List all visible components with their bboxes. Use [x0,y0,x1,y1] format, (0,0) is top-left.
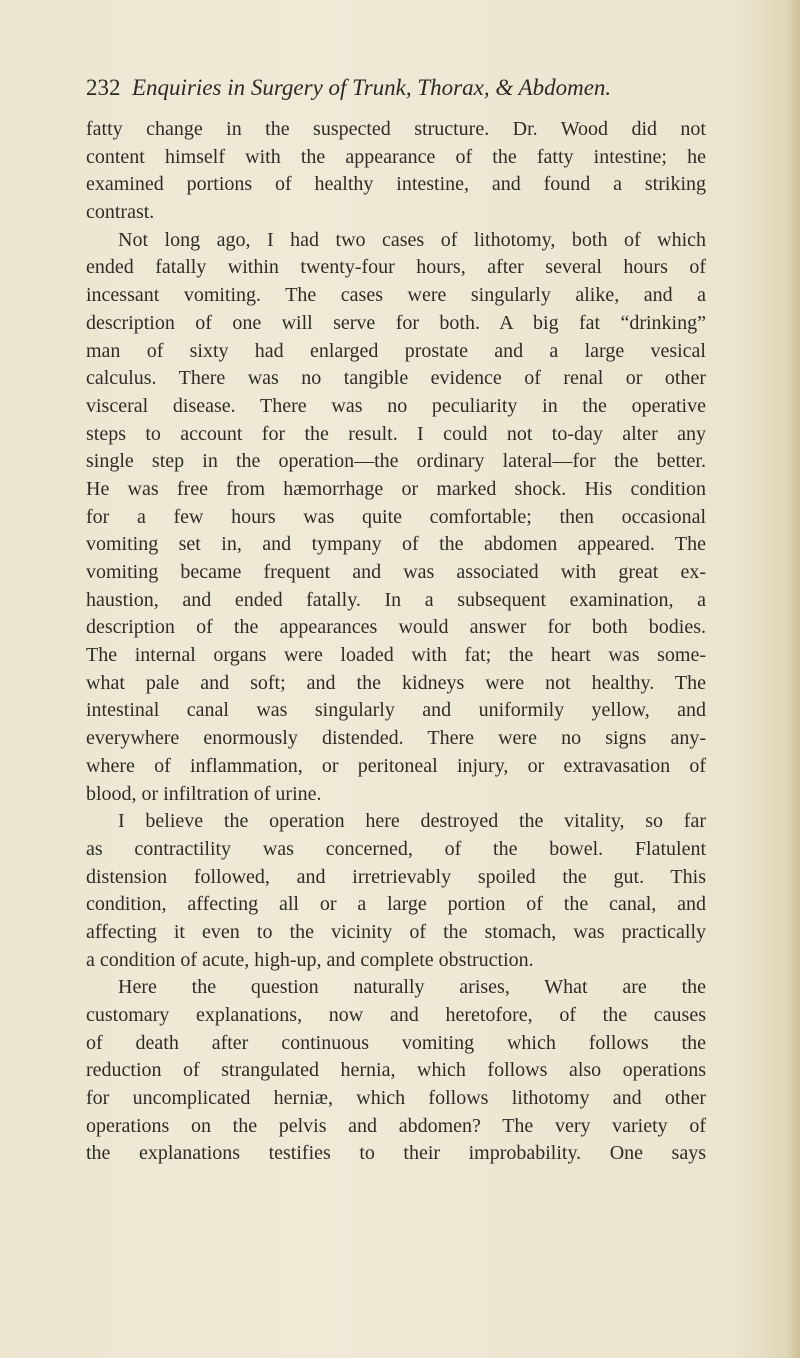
text-line: examined portions of healthy intestine, and found a striking [86,173,706,196]
text-line: description of one will serve for both. A big fat “drinking” [86,311,706,334]
text-line: distension followed, and irretrievably spoiled the gut. This [86,865,706,888]
text-line: reduction of strangulated hernia, which follows also operations [86,1059,706,1082]
text-line: of death after continuous vomiting which follows the [86,1031,706,1054]
text-line: ended fatally within twenty-four hours, after several hours of [86,256,706,279]
text-line: condition, affecting all or a large portion of the canal, and [86,893,706,916]
text-line: calculus. There was no tangible evidence of renal or other [86,367,706,390]
text-line: fatty change in the suspected structure. Dr. Wood did not [86,118,706,140]
page-edge-shadow [786,0,800,1358]
text-line: everywhere enormously distended. There were no signs any- [86,727,706,750]
text-line: visceral disease. There was no peculiarity in the operative [86,394,706,417]
text-line: what pale and soft; and the kidneys were not healthy. The [86,671,706,694]
page-header [86,75,706,109]
text-line: He was free from hæmorrhage or marked shock. His condition [86,477,706,500]
text-line: content himself with the appearance of the fatty intestine; he [86,145,706,168]
text-line: vomiting set in, and tympany of the abdomen appeared. The [86,533,706,556]
text-line: single step in the operation—the ordinary lateral—for the better. [86,450,706,473]
text-line: vomiting became frequent and was associated with great ex- [86,561,706,583]
text-line: incessant vomiting. The cases were singularly alike, and a [86,284,706,307]
text-line: blood, or infiltration of urine. [86,782,322,805]
text-line: customary explanations, now and heretofore, of the causes [86,1004,706,1026]
body-text [86,116,706,1168]
text-line: The internal organs were loaded with fat; the heart was some- [86,644,706,667]
text-line: where of inflammation, or peritoneal injury, or extravasation of [86,754,706,777]
text-line: steps to account for the result. I could not to-day alter any [86,422,706,445]
text-line: for a few hours was quite comfortable; then occasional [86,505,706,528]
text-line: Not long ago, I had two cases of lithotomy, both of which [118,228,706,251]
text-line: Here the question naturally arises, What are the [118,976,706,999]
page-number: 232 [86,75,121,100]
text-line: affecting it even to the vicinity of the stomach, was practically [86,920,706,943]
text-line: intestinal canal was singularly and uniformily yellow, and [86,699,706,722]
text-line: the explanations testifies to their improbability. One says [86,1142,706,1165]
text-line: for uncomplicated herniæ, which follows lithotomy and other [86,1087,706,1110]
running-title: Enquiries in Surgery of Trunk, Thorax, & Abdomen. [132,75,612,100]
text-line: as contractility was concerned, of the bowel. Flatulent [86,837,706,860]
text-line: a condition of acute, high-up, and complete obstruction. [86,948,534,971]
text-line: description of the appearances would answer for both bodies. [86,616,706,639]
text-line: contrast. [86,201,155,224]
text-line: man of sixty had enlarged prostate and a large vesical [86,339,706,362]
text-line: haustion, and ended fatally. In a subsequent examination, a [86,588,706,611]
text-line: I believe the operation here destroyed the vitality, so far [118,810,706,833]
text-line: operations on the pelvis and abdomen? The very variety of [86,1114,706,1137]
